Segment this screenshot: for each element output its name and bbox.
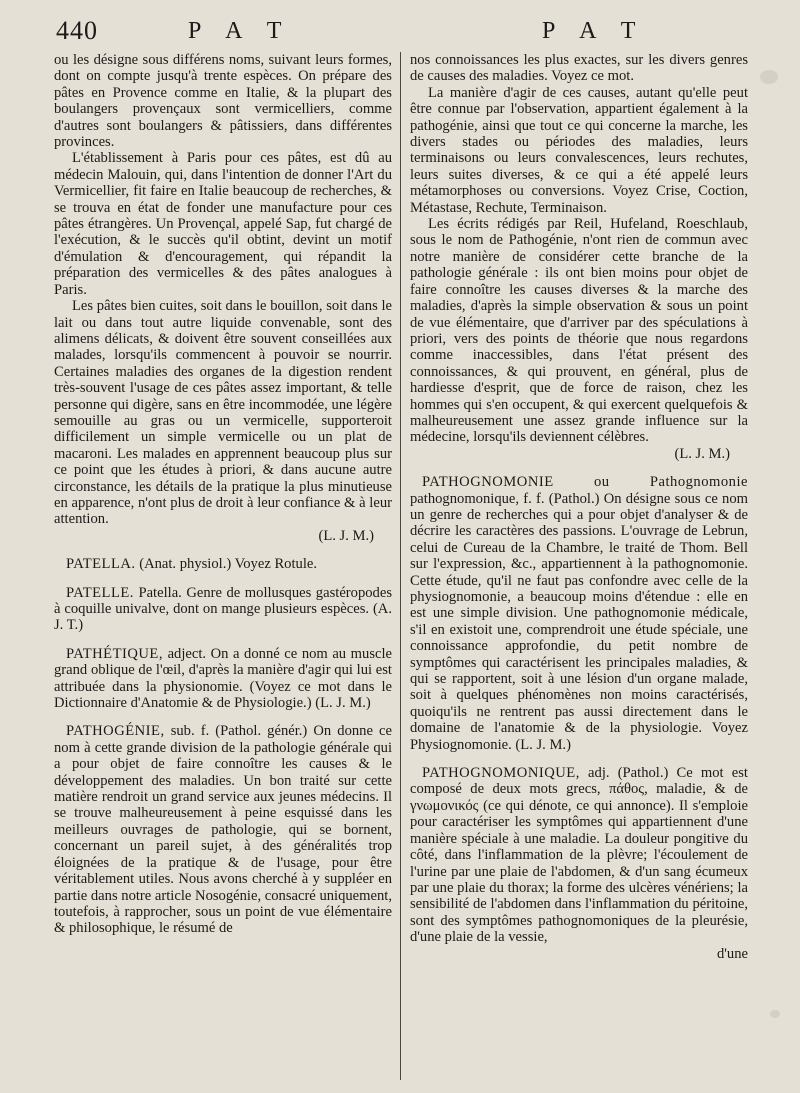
- author-signature: (L. J. M.): [318, 527, 374, 544]
- entry-text: (Anat. physiol.) Voyez Rotule.: [139, 556, 318, 573]
- entry-pathognomonie: [410, 474, 748, 753]
- paper-stain: [770, 1010, 780, 1018]
- entry-headword: PATELLE.: [66, 584, 134, 601]
- paper-stain: [760, 70, 778, 84]
- paragraph: Les pâtes bien cuites, soit dans le bouillon, soit dans le lait ou dans tout autre liquide convenable, sont des alimens délicats, & doivent être souvent conseillées aux malades, lorsqu'ils commencent à pouvoir se nourrir. Certaines maladies des organes de la digestion rendent très-souvent l'usage de ces pâtes assez important, & telle personne qui digère, sans en être incommodée, une légère semouille au gras ou un vermicelle, supporteroit difficilement un simple vermicelle ou un plat de macaroni. Les malades en apprennent beaucoup plus sur ce point que les études à priori, & dans aucune autre circonstance, les détails de la pratique la plus minutieuse en apparence, n'ont plus de droit à leur confiance & à leur attention.: [54, 298, 392, 528]
- entry-text: sub. f. (Pathol. génér.) On donne ce nom à cette grande division de la pathologie générale qui a pour objet de faire connoître les causes & le développement des maladies. Un bon traité sur cette matière rendroit un grand service aux jeunes médecins. Il se trouve malheureusement à peine esquissé dans les meilleurs ouvrages de pathologie, qui se bornent, concernant un pareil sujet, à des généralités trop éloignées de la pratique & de l'usage, pour être véritablement utiles. Nous avons cherché à y suppléer en partie dans notre article Nosogénie, consacré uniquement, toutefois, à rapprocher, sous un point de vue élémentaire & philosophique, le résumé de: [54, 723, 392, 937]
- paragraph: Les écrits rédigés par Reil, Hufeland, Roeschlaub, sous le nom de Pathogénie, n'ont rien de commun avec notre manière de considérer cette branche de la pathologie générale : ils ont bien moins pour objet de faire connoître les causes diverses & la marche des maladies, d'après la simple observation & sous un point de vue élémentaire, que d'arriver par des spéculations à priori, vers des points de théorie que nous regardons comme inaccessibles, dans l'état présent des connoissances, & qui prouvent, en général, plus de hardiesse d'esprit, que de force de raison, chez les hommes qui s'en occupent, & qui exercent quelquefois & malheureusement une assez grande influence sur la médecine, lorsqu'ils deviennent célèbres.: [410, 216, 748, 446]
- paragraph: nos connoissances les plus exactes, sur les divers genres de causes des maladies. Voyez ce mot.: [410, 52, 748, 85]
- entry-headword: PATHOGNOMONIQUE,: [422, 765, 580, 782]
- paragraph: ou les désigne sous différens noms, suivant leurs formes, dont on compte jusqu'à trente espèces. On prépare des pâtes en Provence comme en Italie, & la plupart des boulangers provençaux sont vermicelliers, comme d'autres sont boulangers & pâtissiers, dans différentes provinces.: [54, 52, 392, 151]
- entry-headword: PATHÉTIQUE,: [66, 645, 163, 662]
- entry-text: adject. On a donné ce nom au muscle grand oblique de l'œil, d'après la manière d'agir qui lui est attribuée dans la physionomie. (Voyez ce mot dans le Dictionnaire d'Anatomie & de Physiologie.) (L. J. M.): [54, 645, 393, 712]
- paragraph: L'établissement à Paris pour ces pâtes, est dû au médecin Malouin, qui, dans l'intention de donner l'Art du Vermicellier, fit faire en Italie beaucoup de recherches, & se trouva en état de fonder une manufacture pour ces pâtes étrangères. Un Provençal, appelé Sap, fut chargé de l'exécution, & le succès qu'il obtint, devint un motif d'émulation & d'encouragement, qui répandit la préparation des vermicelles & des pâtes analogues à Paris.: [54, 150, 392, 298]
- page-header: [0, 14, 800, 50]
- author-signature: (L. J. M.): [674, 445, 730, 462]
- running-head-right: P A T: [542, 18, 646, 44]
- entry-text: adj. (Pathol.) Ce mot est composé de deux mots grecs, πάθος, maladie, & de γνωμονικός (ce qui dénote, ce qui annonce). Il s'emploie pour caractériser les symptômes qui appartiennent d'une manière spéciale à une maladie. La douleur pongitive du côté, dans l'inflammation de la plèvre; l'écoulement de l'urine par une plaie de l'abdomen, & d'un sang écumeux par une plaie du thorax; la forme des ulcères vénériens; la sensibilité de l'abdomen dans l'inflammation du péritoine, sont des symptômes pathognomoniques de la pleurésie, d'une plaie de la vessie,: [410, 765, 748, 946]
- entry-patella: [54, 556, 392, 572]
- entry-pathognomonique: [410, 765, 748, 945]
- entry-pathogenie: [54, 723, 392, 936]
- right-column: [410, 52, 748, 962]
- entry-headword: PATELLA.: [66, 556, 136, 573]
- entry-headword: PATHOGÉNIE,: [66, 723, 165, 740]
- page-number: 440: [56, 16, 98, 45]
- catchword: d'une: [717, 945, 748, 962]
- entry-pathetique: [54, 646, 392, 712]
- paragraph: La manière d'agir de ces causes, autant qu'elle peut être connue par l'observation, appartient également à la pathogénie, ainsi que tout ce qui concerne la marche, les divers stades ou périodes des maladies, leurs terminaisons ou leurs convalescences, leurs rechutes, leurs suites diverses, & ce qui a été appelé leurs métamorphoses ou conversions. Voyez Crise, Coction, Métastase, Rechute, Terminaison.: [410, 84, 748, 216]
- entry-patelle: [54, 585, 392, 634]
- running-head-left: P A T: [188, 18, 292, 44]
- entry-text: pathognomonique, f. f. (Pathol.) On désigne sous ce nom un genre de recherches qui a pour objet d'analyser & de décrire les caractères des passions. L'ouvrage de Lebrun, celui de Cureau de la Chambre, le traité de Thom. Bell sur l'expression, &c., appartiennent à la pathognomonie. Cette étude, qu'il ne faut pas confondre avec celle de la physiognomonie, a beaucoup moins d'étendue : elle en est une simple division. Une pathognomonie médicale, s'il en existoit une, comprendroit une étude spéciale, une connoissance approfondie, du petit nombre de symptômes qui caractérisent les principales maladies, & qui se rapportent, soit à une lésion d'un organe malade, soit à quelques phénomènes non moins caractérisés, quoiqu'ils ne rentrent pas aussi directement dans le domaine de l'anatomie & de la physiologie. Voyez Physiognomonie. (L. J. M.): [410, 490, 748, 753]
- entry-headword: PATHOGNOMONIE ou Pathognomonie: [422, 474, 748, 491]
- entry-text: Patella. Genre de mollusques gastéropodes à coquille univalve, dont on mange plusieurs espèces. (A. J. T.): [54, 584, 392, 634]
- column-divider: [400, 52, 401, 1080]
- left-column: [54, 52, 392, 937]
